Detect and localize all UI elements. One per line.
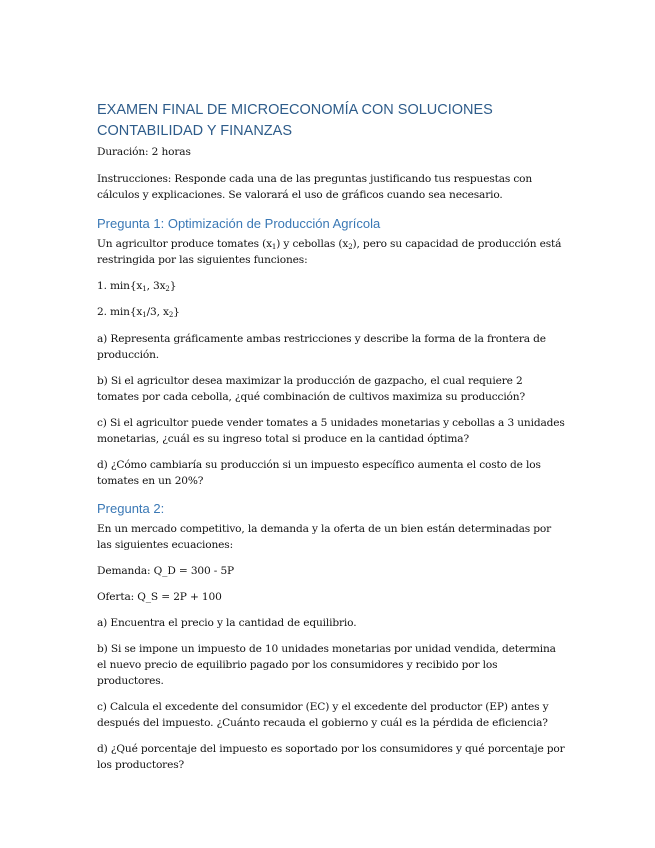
question-2-intro: En un mercado competitivo, la demanda y la oferta de un bien están determinadas por las siguientes ecuaciones: [97,523,552,551]
demand-equation: Demanda: Q_D = 300 - 5P [97,565,235,577]
question-2-part-a: a) Encuentra el precio y la cantidad de equilibrio. [97,617,357,629]
production-function-2: 2. $\min\{x_1/3$, $x_2$} [97,306,180,319]
duration-line: Duración: 2 horas [97,146,191,158]
question-2-part-b: b) Si se impone un impuesto de 10 unidades monetarias por unidad vendida, determina el nuevo precio de equilibrio pagado por los consumidores y recibido por los productores. [97,643,556,687]
question-2-part-d: d) ¿Qué porcentaje del impuesto es soportado por los consumidores y qué porcentaje por los productores? [97,743,565,771]
supply-equation: Oferta: Q_S = 2P + 100 [97,591,222,603]
instructions-paragraph: Instrucciones: Responde cada una de las preguntas justificando tus respuestas con cálculos y explicaciones. Se valorará el uso de gráficos cuando sea necesario. [97,173,533,201]
question-1-part-b: b) Si el agricultor desea maximizar la producción de gazpacho, el cual requiere 2 tomates por cada cebolla, ¿qué combinación de cultivos maximiza su producción? [97,375,525,403]
document-title: EXAMEN FINAL DE MICROECONOMÍA CON SOLUCIONES CONTABILIDAD Y FINANZAS [97,102,493,139]
production-function-1: 1. $\min\{x_1$, $3x_2$} [97,280,177,293]
question-1-intro: Un agricultor produce tomates $(x_1)$ y cebollas $(x_2)$, pero su capacidad de producción está restringida por las siguientes funciones: [97,238,562,266]
document-body [97,100,567,783]
question-1-part-c: c) Si el agricultor puede vender tomates a 5 unidades monetarias y cebollas a 3 unidades monetarias, ¿cuál es su ingreso total si produce en la cantidad óptima? [97,417,565,445]
question-1-heading: Pregunta 1: Optimización de Producción Agrícola [97,216,381,231]
question-2-heading: Pregunta 2: [97,501,165,516]
question-1-part-a: a) Representa gráficamente ambas restricciones y describe la forma de la frontera de producción. [97,333,546,361]
question-1-part-d: d) ¿Cómo cambiaría su producción si un impuesto específico aumenta el costo de los tomates en un 20%? [97,459,541,487]
question-2-part-c: c) Calcula el excedente del consumidor (EC) y el excedente del productor (EP) antes y después del impuesto. ¿Cuánto recauda el gobierno y cuál es la pérdida de eficiencia? [97,701,549,729]
